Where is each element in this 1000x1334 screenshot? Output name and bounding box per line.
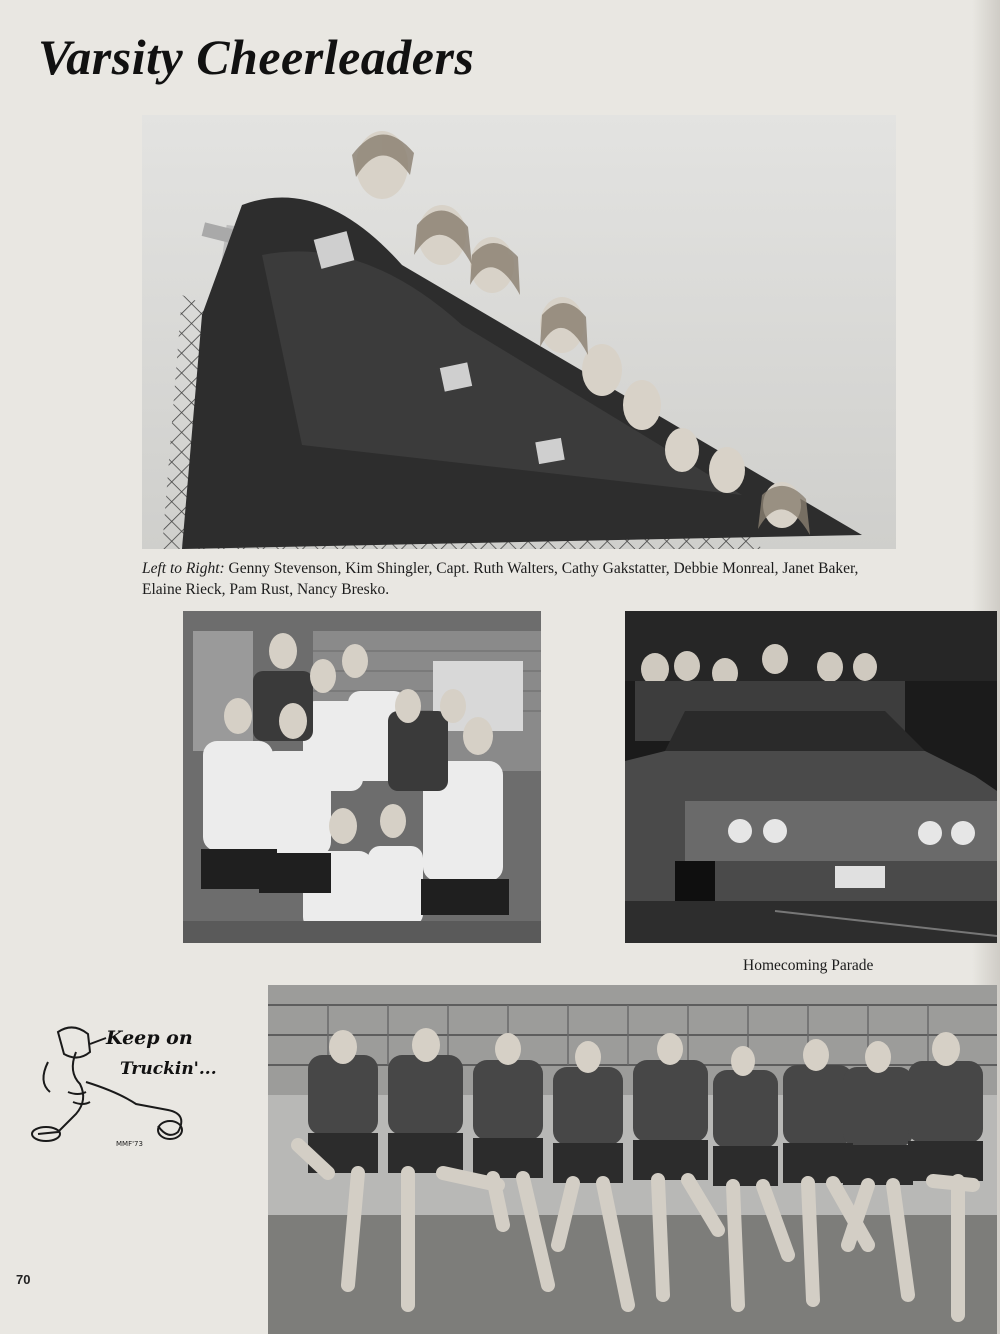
middle-left-photo xyxy=(183,611,541,943)
middle-right-photo-caption: Homecoming Parade xyxy=(743,957,874,974)
caption-lead: Left to Right: xyxy=(142,560,225,577)
car-parade-photo-icon xyxy=(625,611,997,943)
top-photo-caption xyxy=(142,558,898,600)
doodle-signature: MMF'73 xyxy=(116,1140,143,1148)
page-number: 70 xyxy=(16,1272,31,1287)
kick-line-photo-icon xyxy=(268,985,997,1334)
top-photo xyxy=(142,115,896,549)
group-on-fence-photo-icon xyxy=(142,115,896,549)
doodle-line-2: Truckin'... xyxy=(120,1059,217,1079)
doodle-line-1: Keep on xyxy=(106,1027,193,1049)
group-in-sweaters-photo-icon xyxy=(183,611,541,943)
bottom-photo xyxy=(268,985,997,1334)
page-title: Varsity Cheerleaders xyxy=(38,29,475,85)
middle-right-photo xyxy=(625,611,997,943)
trucking-man-drawing-icon xyxy=(28,1022,268,1152)
caption-names: Genny Stevenson, Kim Shingler, Capt. Ruth Walters, Cathy Gakstatter, Debbie Monreal, Janet Baker, Elaine Rieck, Pam Rust, Nancy Bresko. xyxy=(142,560,859,598)
